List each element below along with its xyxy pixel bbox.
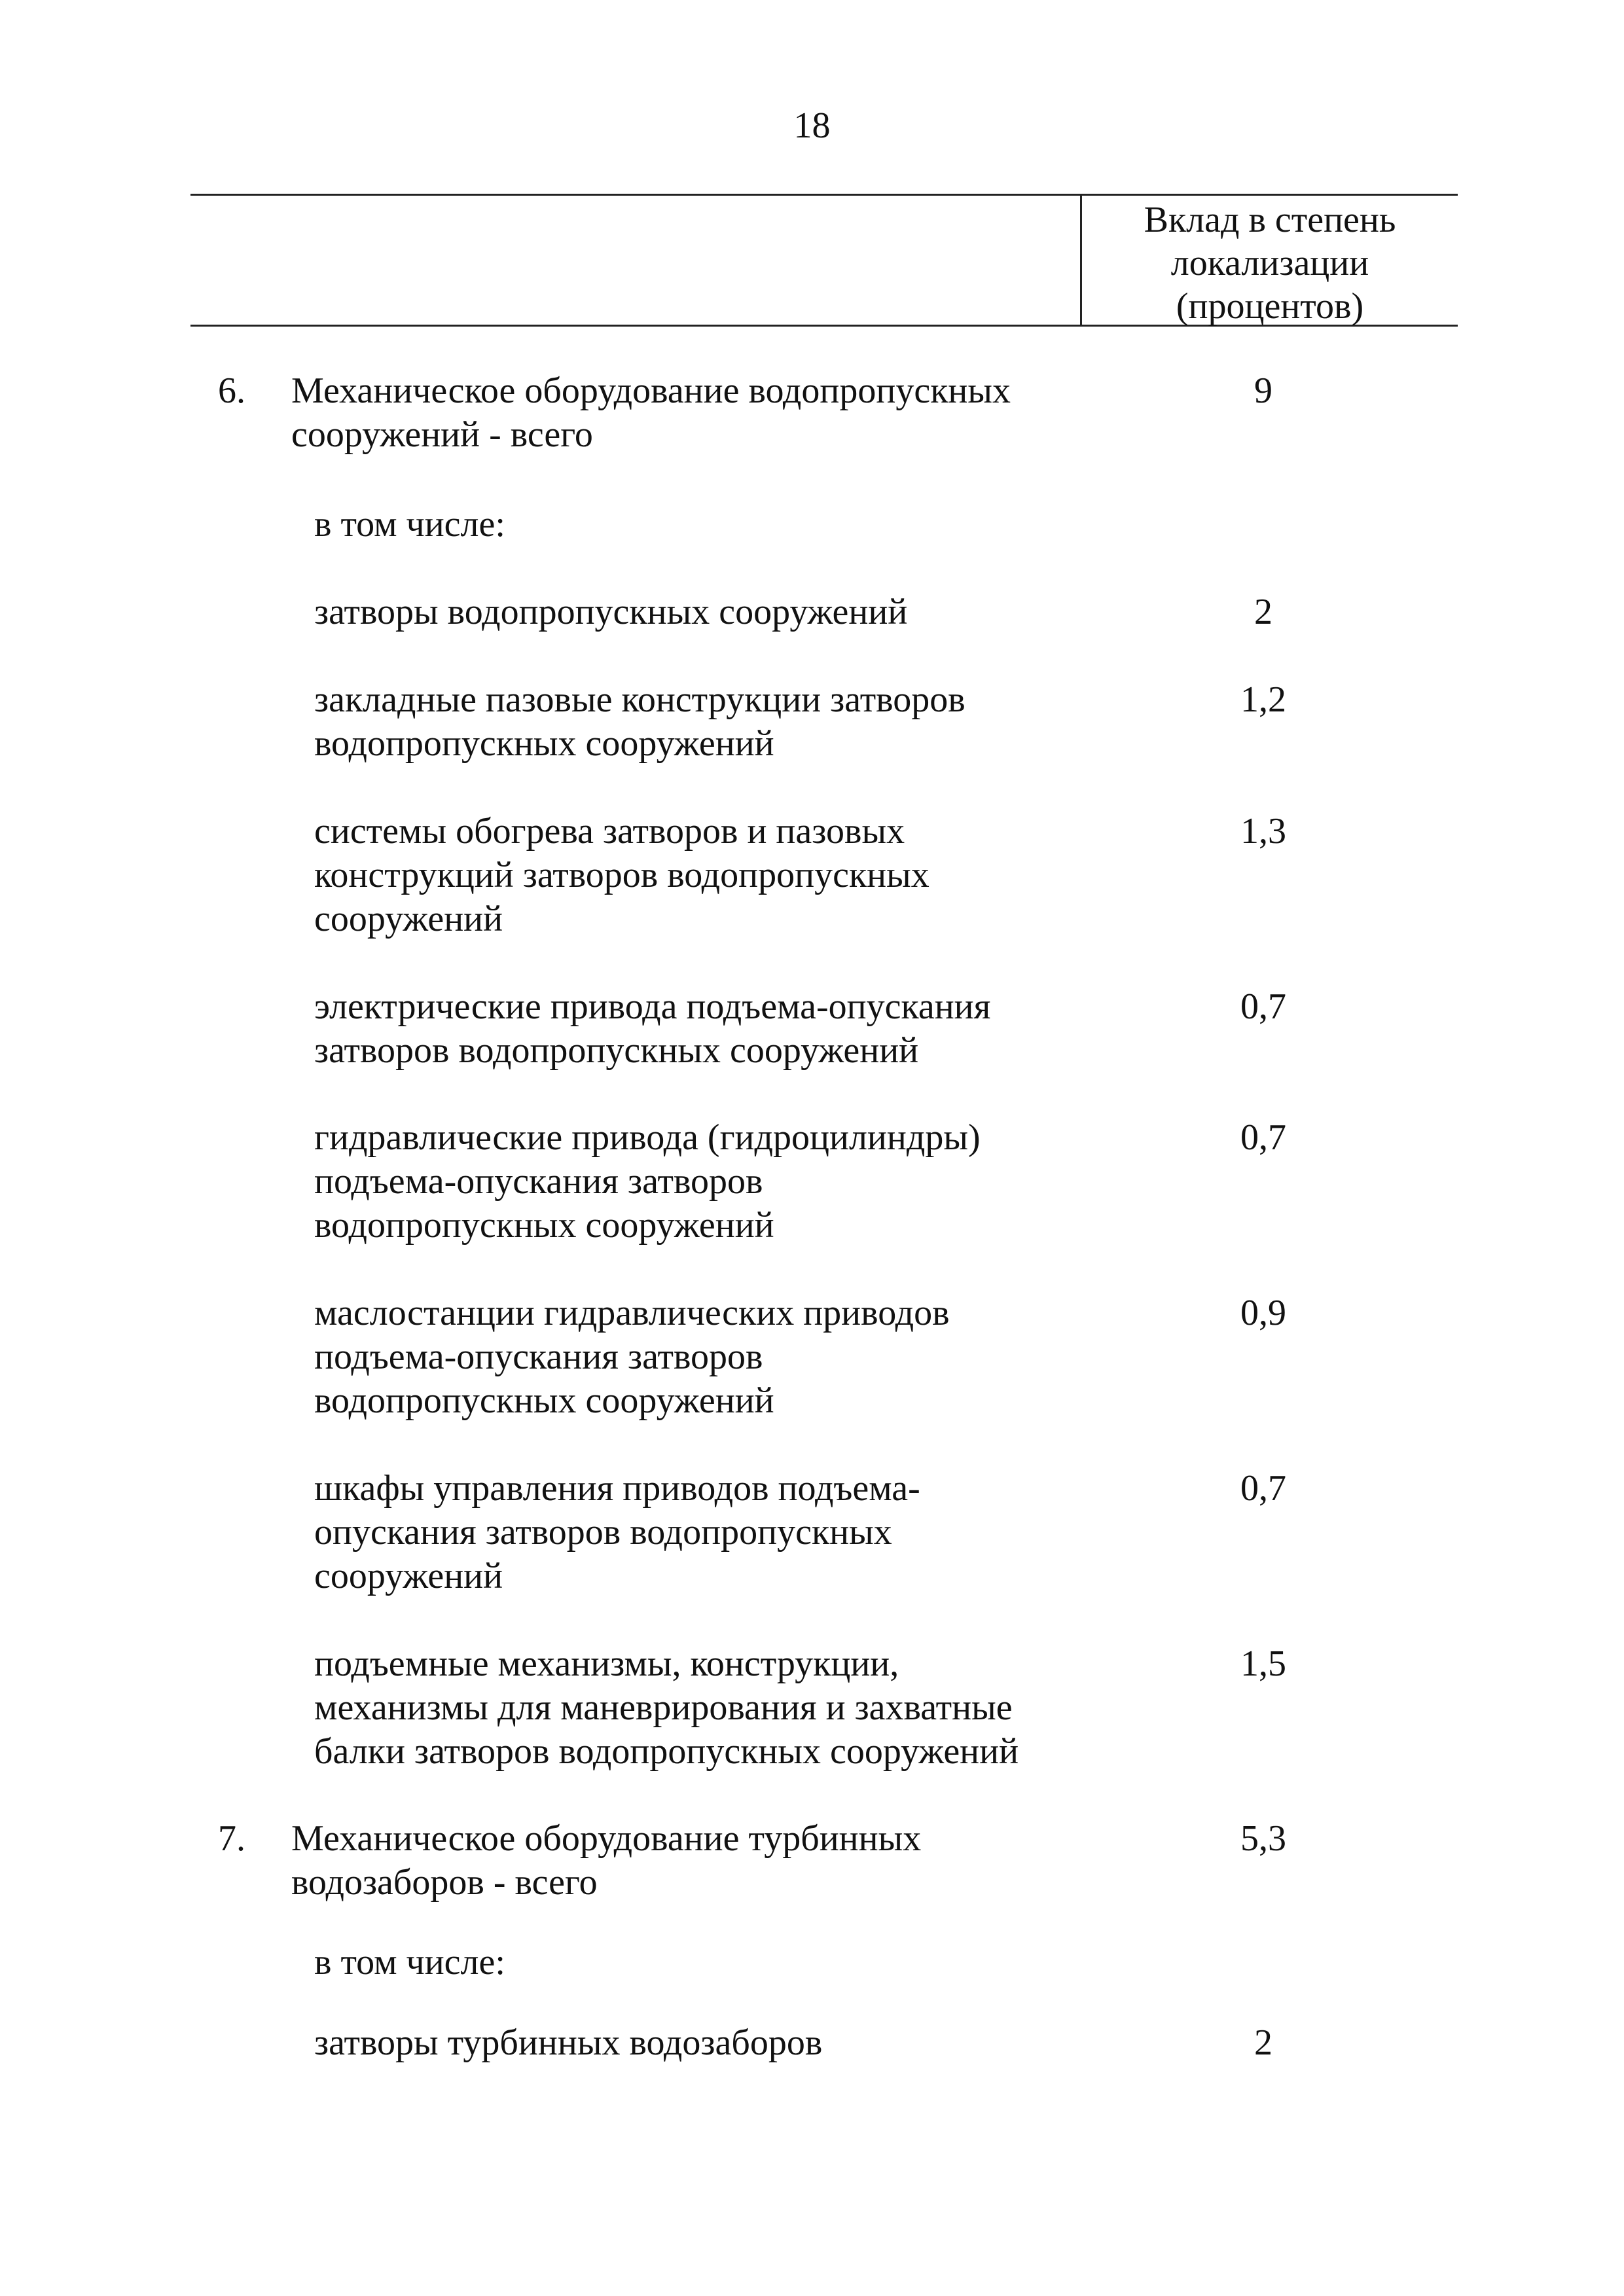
item-value: 2 bbox=[1254, 2022, 1272, 2063]
item-description: шкафы управления приводов подъема- опускания затворов водопропускных сооружений bbox=[314, 1468, 920, 1596]
table-header bbox=[190, 194, 1458, 327]
item-value: 0,7 bbox=[1240, 986, 1286, 1027]
column-header-contribution bbox=[1082, 198, 1458, 328]
item-description: гидравлические привода (гидроцилиндры) подъема-опускания затворов водопропускных сооружений bbox=[314, 1117, 981, 1246]
item-value: 2 bbox=[1254, 592, 1272, 632]
item-value: 1,5 bbox=[1240, 1643, 1286, 1684]
header-line: (процентов) bbox=[1176, 286, 1364, 327]
item-value: 1,2 bbox=[1240, 679, 1286, 720]
item-description: Механическое оборудование водопропускных сооружений - всего bbox=[291, 370, 1011, 455]
item-description: закладные пазовые конструкции затворов водопропускных сооружений bbox=[314, 679, 965, 764]
item-value: 0,9 bbox=[1240, 1293, 1286, 1333]
item-description: в том числе: bbox=[314, 504, 505, 545]
header-line: локализации bbox=[1170, 243, 1369, 283]
page-number: 18 bbox=[793, 105, 831, 146]
item-description: затворы водопропускных сооружений bbox=[314, 592, 908, 632]
item-description: затворы турбинных водозаборов bbox=[314, 2022, 823, 2063]
item-description: электрические привода подъема-опускания затворов водопропускных сооружений bbox=[314, 986, 991, 1071]
item-number: 6. bbox=[218, 370, 245, 411]
item-description: маслостанции гидравлических приводов подъема-опускания затворов водопропускных сооружений bbox=[314, 1293, 950, 1421]
item-value: 5,3 bbox=[1240, 1818, 1286, 1859]
item-description: в том числе: bbox=[314, 1942, 505, 1982]
item-description: подъемные механизмы, конструкции, механизмы для маневрирования и захватные балки затворов водопропускных сооружений bbox=[314, 1643, 1019, 1772]
item-number: 7. bbox=[218, 1818, 245, 1859]
item-value: 0,7 bbox=[1240, 1117, 1286, 1158]
item-value: 9 bbox=[1254, 370, 1272, 411]
item-value: 0,7 bbox=[1240, 1468, 1286, 1509]
item-description: системы обогрева затворов и пазовых конструкций затворов водопропускных сооружений bbox=[314, 811, 929, 939]
item-value: 1,3 bbox=[1240, 811, 1286, 852]
header-line: Вклад в степень bbox=[1144, 200, 1396, 240]
item-description: Механическое оборудование турбинных водозаборов - всего bbox=[291, 1818, 922, 1903]
